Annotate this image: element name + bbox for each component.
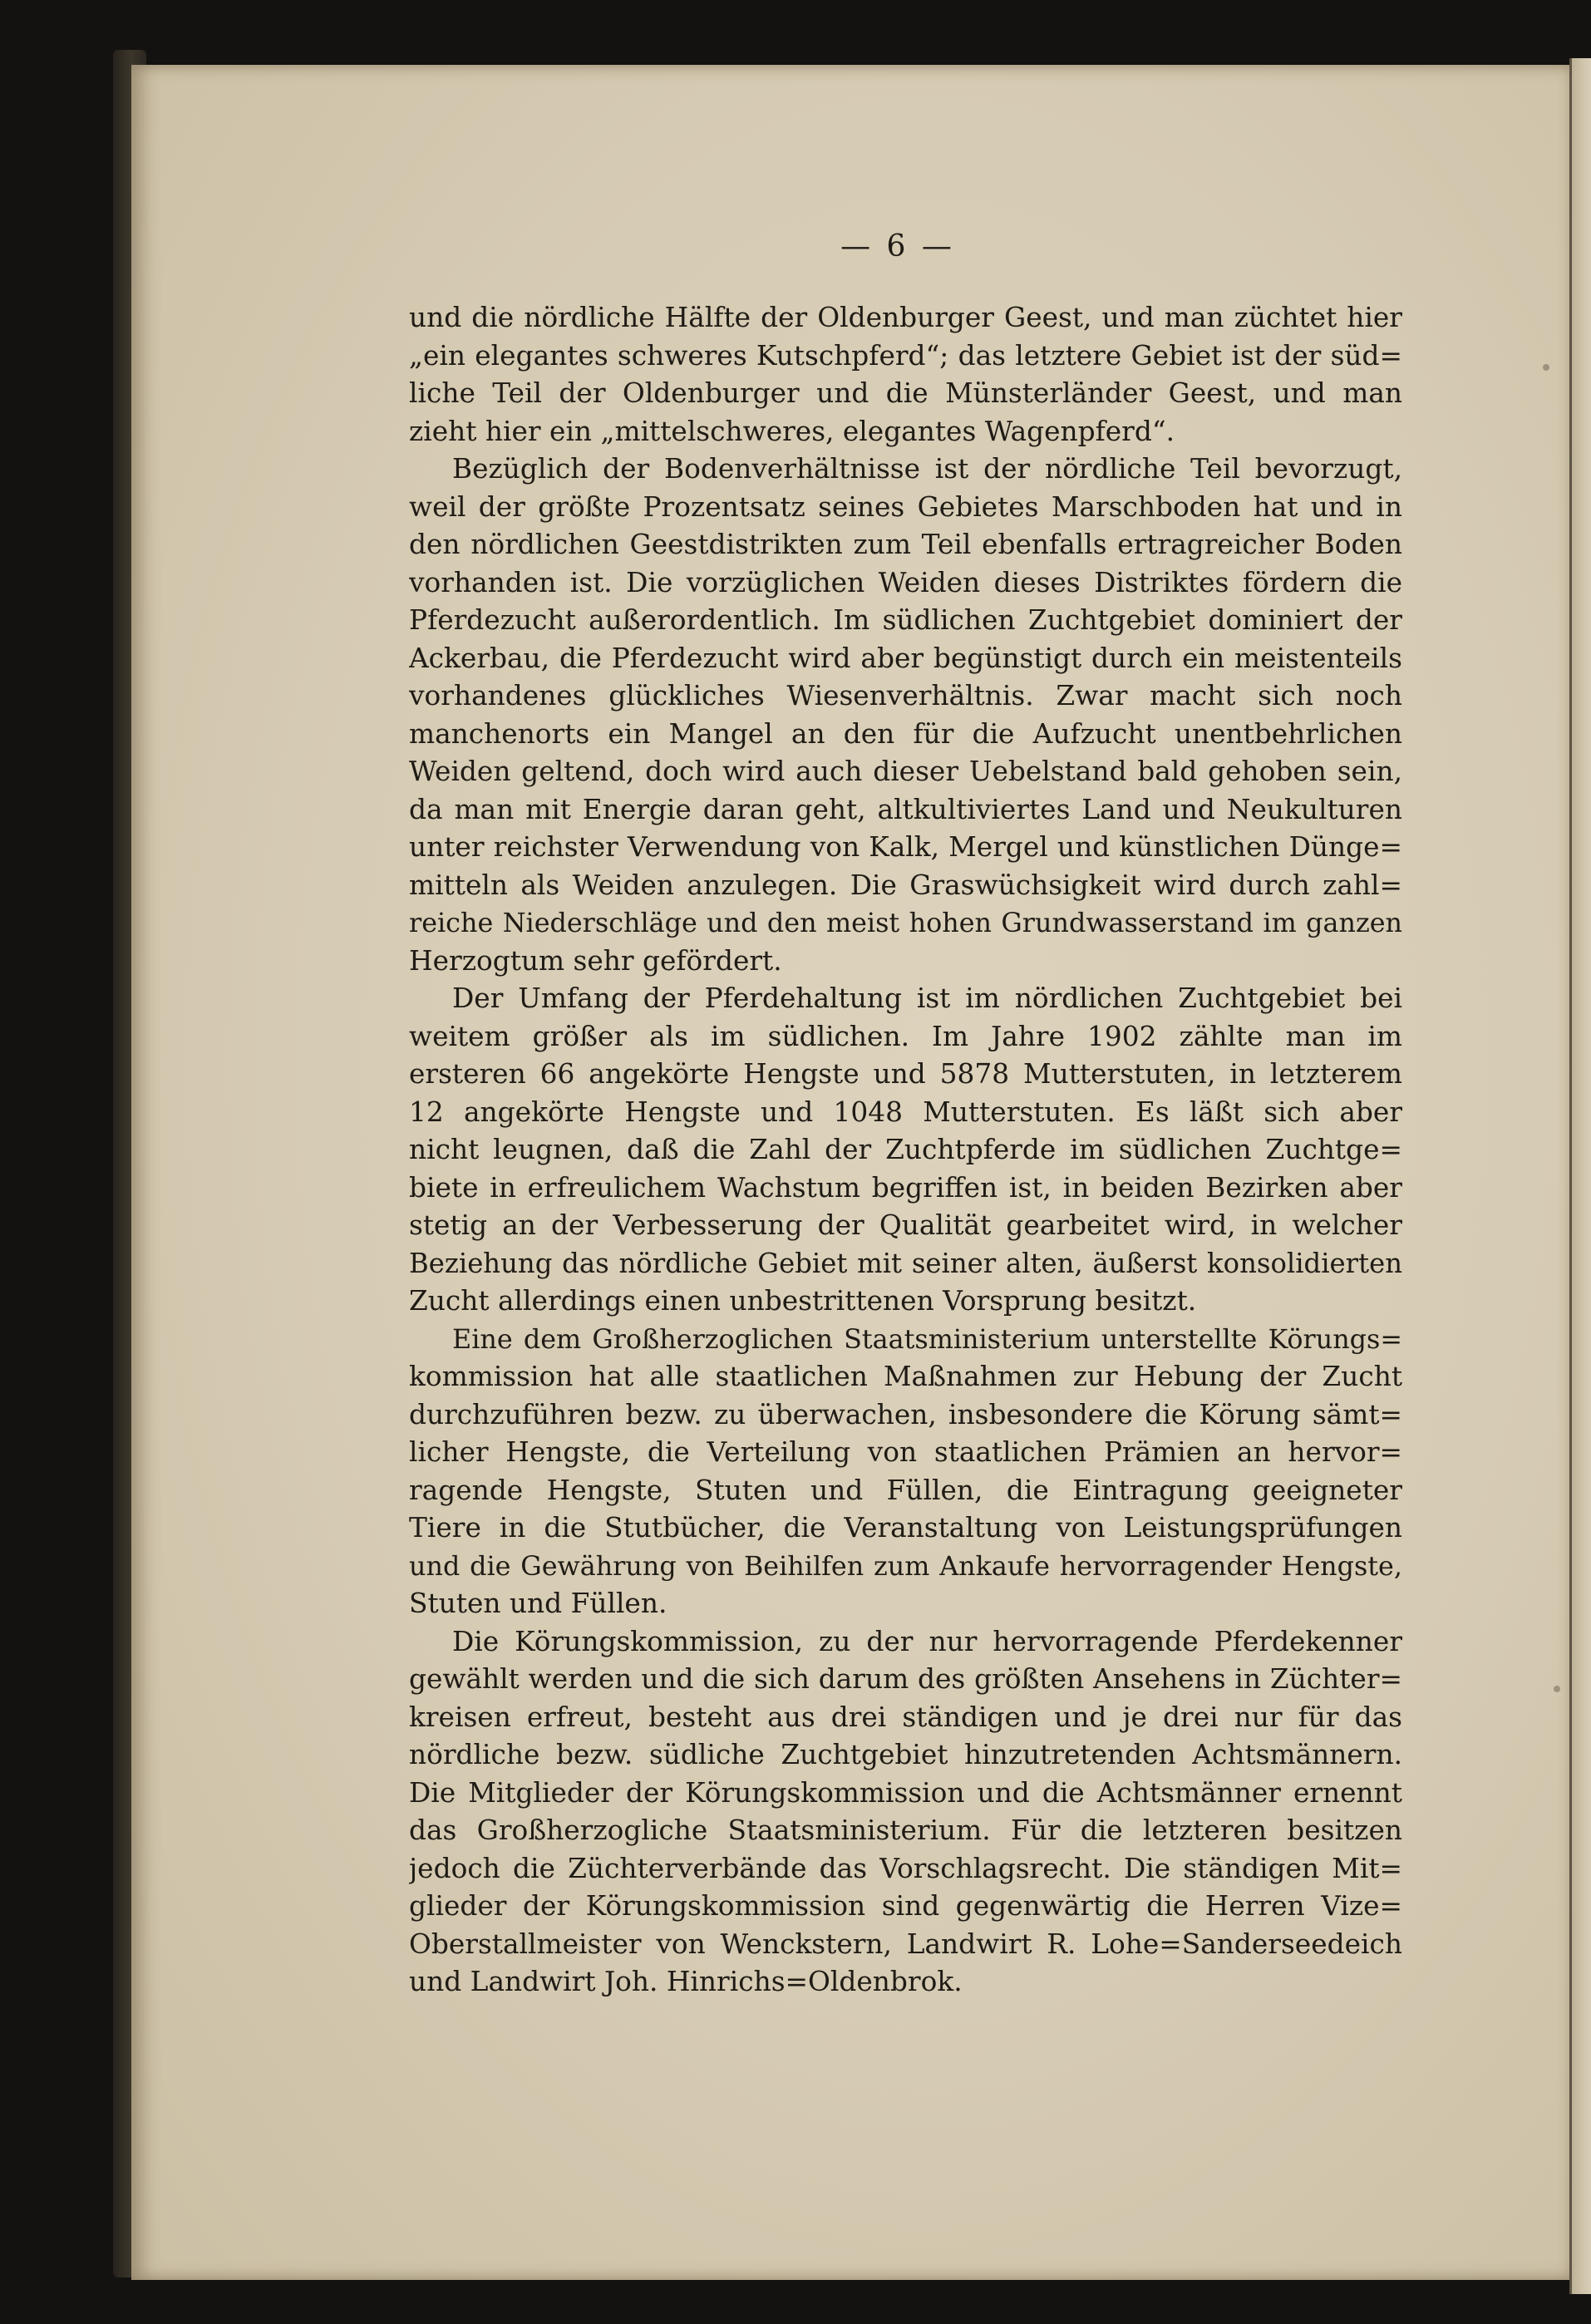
- text-line: Tiere in die Stutbücher, die Veranstaltung von Leistungsprüfungen: [409, 1512, 1402, 1544]
- text-line: mitteln als Weiden anzulegen. Die Graswüchsigkeit wird durch zahl=: [409, 869, 1402, 901]
- text-line: unter reichster Verwendung von Kalk, Mergel und künstlichen Dünge=: [409, 831, 1402, 863]
- text-line: biete in erfreulichem Wachstum begriffen ist, in beiden Bezirken aber: [409, 1171, 1402, 1204]
- text-line: weil der größte Prozentsatz seines Gebietes Marschboden hat und in: [409, 490, 1402, 523]
- text-line: zieht hier ein „mittelschweres, elegantes Wagenpferd“.: [409, 415, 1175, 447]
- text-line: „ein elegantes schweres Kutschpferd“; das letztere Gebiet ist der süd=: [409, 339, 1402, 372]
- text-line: das Großherzogliche Staatsministerium. Für die letzteren besitzen: [409, 1814, 1402, 1846]
- next-page-edge: [1569, 58, 1591, 2294]
- text-line: glieder der Körungskommission sind gegenwärtig die Herren Vize=: [409, 1890, 1402, 1922]
- paper-speck: [1554, 1686, 1560, 1692]
- text-line: vorhanden ist. Die vorzüglichen Weiden dieses Distriktes fördern die: [409, 566, 1402, 598]
- text-line: da man mit Energie daran geht, altkultiviertes Land und Neukulturen: [409, 793, 1402, 825]
- text-line: Stuten und Füllen.: [409, 1588, 667, 1619]
- text-line: stetig an der Verbesserung der Qualität gearbeitet wird, in welcher: [409, 1209, 1402, 1241]
- text-line: kommission hat alle staatlichen Maßnahmen zur Hebung der Zucht: [409, 1361, 1402, 1392]
- page-number: — 6 —: [840, 229, 955, 263]
- text-line: ersteren 66 angekörte Hengste und 5878 Mutterstuten, in letzterem: [409, 1058, 1402, 1090]
- text-line: liche Teil der Oldenburger und die Münsterländer Geest, und man: [409, 377, 1402, 409]
- text-line: manchenorts ein Mangel an den für die Aufzucht unentbehrlichen: [409, 717, 1402, 750]
- text-line: vorhandenes glückliches Wiesenverhältnis. Zwar macht sich noch: [409, 680, 1402, 711]
- text-line: weitem größer als im südlichen. Im Jahre 1902 zählte man im: [409, 1020, 1402, 1052]
- text-line: und die nördliche Hälfte der Oldenburger Geest, und man züchtet hier: [409, 302, 1402, 333]
- text-line: den nördlichen Geestdistrikten zum Teil ebenfalls ertragreicher Boden: [409, 529, 1402, 560]
- text-line: 12 angekörte Hengste und 1048 Mutterstuten. Es läßt sich aber: [409, 1096, 1402, 1128]
- text-line: durchzuführen bezw. zu überwachen, insbesondere die Körung sämt=: [409, 1398, 1402, 1430]
- text-line: Herzogtum sehr gefördert.: [409, 944, 782, 977]
- text-line: kreisen erfreut, besteht aus drei ständigen und je drei nur für das: [409, 1701, 1402, 1733]
- text-line: Die Körungskommission, zu der nur hervorragende Pferdekenner: [452, 1625, 1402, 1657]
- text-line: gewählt werden und die sich darum des größten Ansehens in Züchter=: [409, 1663, 1402, 1695]
- paper-speck: [1543, 364, 1549, 371]
- text-line: nicht leugnen, daß die Zahl der Zuchtpferde im südlichen Zuchtge=: [409, 1134, 1402, 1165]
- text-line: Die Mitglieder der Körungskommission und die Achtsmänner ernennt: [409, 1776, 1402, 1809]
- text-line: und die Gewährung von Beihilfen zum Ankaufe hervorragender Hengste,: [409, 1550, 1402, 1582]
- text-line: Ackerbau, die Pferdezucht wird aber begünstigt durch ein meistenteils: [409, 642, 1402, 674]
- page-gutter: [1569, 58, 1572, 2294]
- text-line: Bezüglich der Bodenverhältnisse ist der nördliche Teil bevorzugt,: [452, 453, 1402, 485]
- text-line: ragende Hengste, Stuten und Füllen, die Eintragung geeigneter: [409, 1474, 1402, 1506]
- text-line: Der Umfang der Pferdehaltung ist im nördlichen Zuchtgebiet bei: [452, 982, 1402, 1014]
- text-line: jedoch die Züchterverbände das Vorschlagsrecht. Die ständigen Mit=: [409, 1852, 1402, 1884]
- text-line: Zucht allerdings einen unbestrittenen Vorsprung besitzt.: [409, 1285, 1197, 1317]
- text-line: Weiden geltend, doch wird auch dieser Uebelstand bald gehoben sein,: [409, 756, 1402, 787]
- body-text: [409, 299, 1402, 2001]
- text-line: Oberstallmeister von Wenckstern, Landwirt R. Lohe=Sanderseedeich: [409, 1928, 1402, 1960]
- text-line: Pferdezucht außerordentlich. Im südlichen Zuchtgebiet dominiert der: [409, 604, 1402, 636]
- text-line: nördliche bezw. südliche Zuchtgebiet hinzutretenden Achtsmännern.: [409, 1739, 1402, 1770]
- text-line: und Landwirt Joh. Hinrichs=Oldenbrok.: [409, 1966, 963, 1997]
- text-line: reiche Niederschläge und den meist hohen Grundwasserstand im ganzen: [409, 908, 1402, 938]
- text-line: licher Hengste, die Verteilung von staatlichen Prämien an hervor=: [409, 1436, 1402, 1468]
- text-line: Eine dem Großherzoglichen Staatsministerium unterstellte Körungs=: [452, 1323, 1402, 1355]
- text-line: Beziehung das nördliche Gebiet mit seiner alten, äußerst konsolidierten: [409, 1247, 1402, 1279]
